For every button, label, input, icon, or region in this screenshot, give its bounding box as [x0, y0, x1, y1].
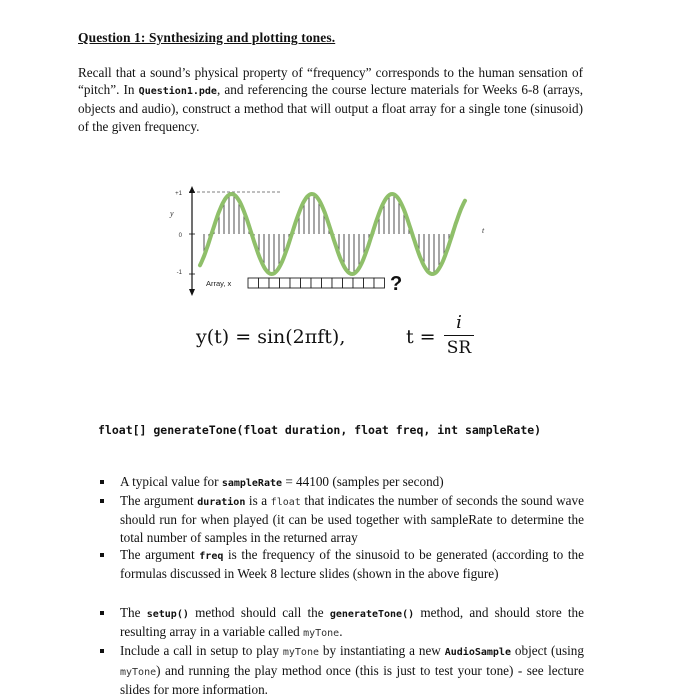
bullet-text: ) and running the play method once (this is just to test your tone) - see lecture slides for more information. — [120, 662, 584, 697]
intro-text-1: Recall that a sound’s physical property of “frequency” corresponds to the human sensation of “pitch”. In — [78, 65, 583, 98]
formula — [190, 312, 510, 368]
array-boxes — [248, 278, 385, 288]
bullet-text: is the frequency of the sinusoid to be generated (according to the formulas discussed in Week 8 lecture slides (shown in the above figure) — [120, 546, 584, 582]
fraction-numerator: i — [456, 312, 462, 333]
bullet-list-1 — [96, 473, 584, 582]
tick-label-pos: +1 — [175, 191, 182, 197]
array-label: Array, x — [206, 279, 232, 288]
fraction-bar — [444, 335, 474, 336]
array-cell — [301, 278, 312, 288]
bullet-code: setup() — [146, 609, 189, 620]
intro-text-2: , and referencing the course lecture materials for Weeks 6-8 (arrays, objects and audio), construct a method that will output a float array for a single tone (sinusoid) of the given frequency. — [78, 82, 583, 134]
bullet-text: by instantiating a new — [318, 643, 445, 659]
bullet-text: that indicates the number of seconds the sound wave should run for when played (it can be used together with sampleRate to determine the total number of samples in the returned array — [120, 493, 584, 545]
bullet-text: is a — [245, 493, 271, 509]
bullet-text: The argument — [120, 546, 200, 562]
tick-label-neg: -1 — [176, 270, 182, 276]
bullet-duration — [96, 492, 584, 546]
bullet-text: Include a call in setup to play — [120, 643, 283, 659]
bullet-text: method, and should store the resulting array in a variable called — [120, 605, 585, 640]
bullet-code: AudioSample — [444, 647, 511, 659]
bullet-text: object (using — [510, 643, 584, 659]
array-cell — [343, 278, 354, 288]
bullet-code: sampleRate — [221, 478, 283, 489]
tick-label-zero: 0 — [178, 233, 182, 239]
array-question-mark: ? — [390, 273, 403, 295]
array-cell — [332, 278, 343, 288]
array-cell — [374, 278, 385, 288]
bullet-text: = 44100 (samples per second) — [282, 474, 444, 489]
bullet-text: . — [339, 624, 343, 640]
bullet-text: The — [120, 605, 147, 620]
bullet-code: myTone — [120, 666, 157, 678]
formula-t-equals: t = — [406, 326, 436, 348]
bullet-code: myTone — [303, 628, 340, 640]
array-cell — [248, 278, 259, 288]
method-signature: float[] generateTone(float duration, float freq, int sampleRate) — [98, 423, 542, 437]
formula-fraction — [444, 312, 474, 359]
bullet-code: float — [270, 497, 301, 509]
bullet-list-2 — [96, 604, 584, 698]
bullet-code: duration — [197, 497, 246, 509]
array-cell — [280, 278, 291, 288]
bullet-code: generateTone() — [329, 609, 415, 620]
bullet-freq — [96, 546, 584, 582]
y-axis-arrow-down — [189, 289, 195, 296]
bullet-text: A typical value for — [120, 474, 222, 489]
intro-paragraph — [78, 64, 583, 135]
question-title: Question 1: Synthesizing and plotting tones. — [78, 30, 336, 45]
formula-sine: y(t) = sin(2πft), — [196, 326, 346, 348]
array-cell — [322, 278, 333, 288]
bullet-text: method should call the — [188, 605, 330, 620]
fraction-denominator: SR — [446, 338, 472, 358]
bullet-code: myTone — [282, 647, 319, 659]
bullet-samplerate — [96, 473, 584, 492]
array-cell — [269, 278, 280, 288]
array-cell — [311, 278, 322, 288]
sinusoid-curve — [200, 194, 465, 274]
bullet-text: The argument — [120, 493, 198, 509]
array-cell — [364, 278, 375, 288]
bullet-setup — [96, 604, 584, 642]
bullet-play — [96, 642, 584, 698]
array-cell — [353, 278, 364, 288]
intro-filename: Question1.pde — [138, 86, 217, 98]
array-cell — [259, 278, 270, 288]
array-cell — [290, 278, 301, 288]
y-axis-label: y — [170, 209, 174, 218]
bullet-code: freq — [199, 550, 224, 562]
sinusoid-figure — [160, 178, 500, 298]
t-axis-label: t — [482, 226, 485, 235]
